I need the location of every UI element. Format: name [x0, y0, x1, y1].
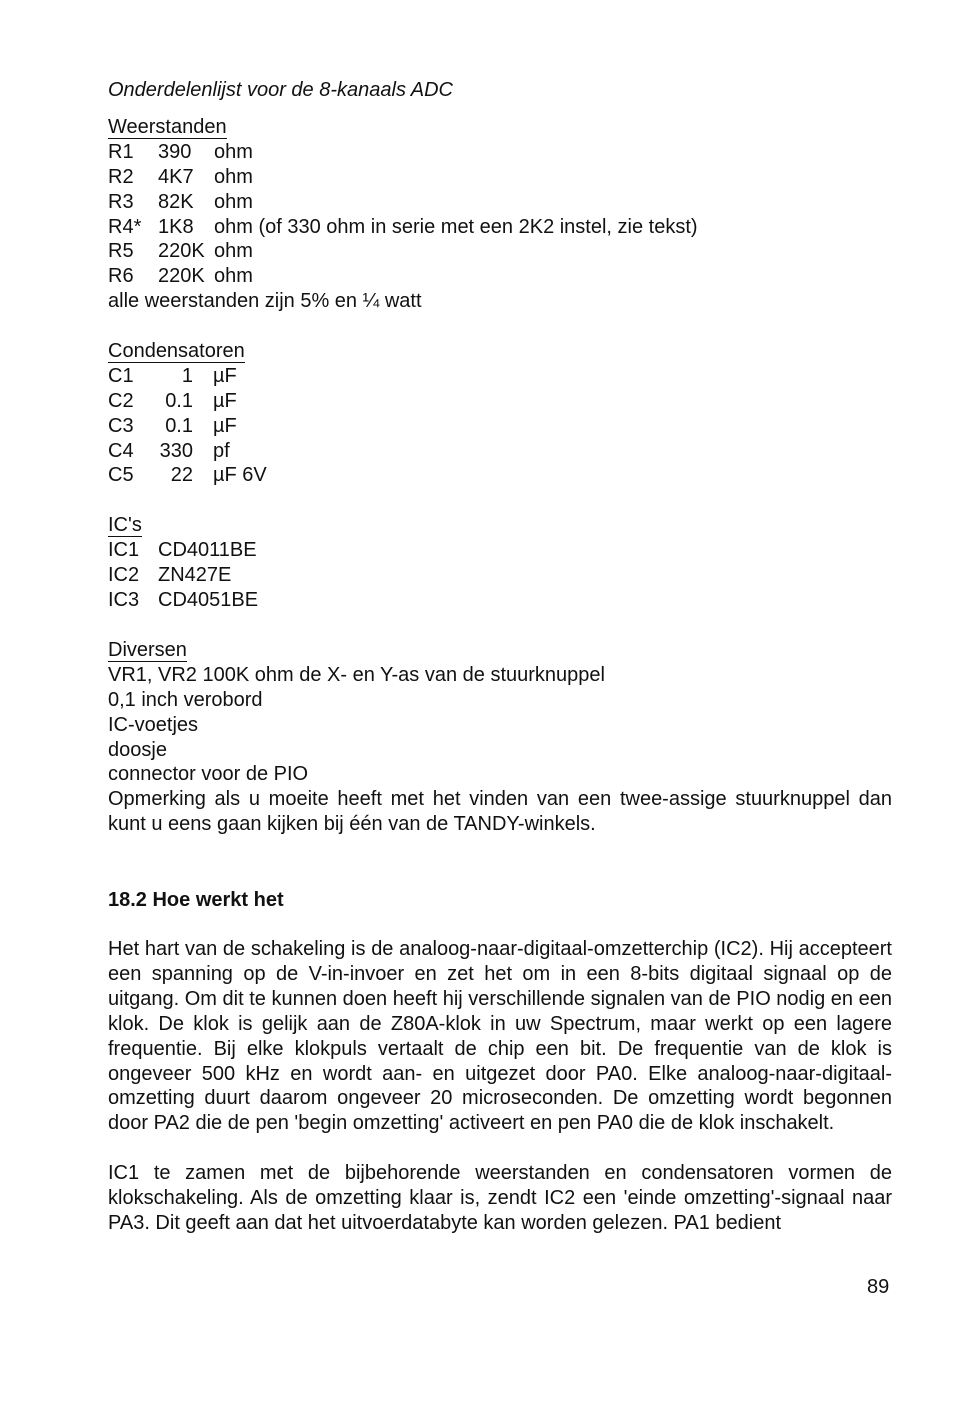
ic-row: IC2 ZN427E	[108, 563, 232, 586]
resistor-row: R5 220K ohm	[108, 240, 253, 263]
parts-list-title: Onderdelenlijst voor de 8-kanaals ADC	[108, 79, 453, 101]
resistor-row: R3 82K ohm	[108, 190, 253, 213]
ic-row: IC3 CD4051BE	[108, 588, 259, 611]
resistors-section	[108, 115, 698, 314]
ics-header: IC's	[108, 514, 142, 536]
misc-line: connector voor de PIO	[108, 763, 309, 786]
section-heading: 18.2 Hoe werkt het	[108, 889, 284, 911]
capacitors-header: Condensatoren	[108, 340, 245, 362]
capacitor-row: C2 0.1 µF	[108, 389, 237, 412]
capacitor-row: C4 330 pf	[108, 439, 230, 462]
capacitor-row: C1 1 µF	[108, 364, 237, 387]
misc-section	[108, 638, 892, 837]
resistor-row: R2 4K7 ohm	[108, 165, 253, 188]
ics-section	[108, 513, 258, 613]
misc-line: VR1, VR2 100K ohm de X- en Y-as van de stuurknuppel	[108, 663, 605, 686]
body-paragraph-1: Het hart van de schakeling is de analoog-naar-digitaal-omzetterchip (IC2). Hij accepteert een spanning op de V-in-invoer en zet het om in een 8-bits digitaal signaal op de uitgang. Om dit te kunnen doen heeft hij verschillende signalen van de PIO nodig en een klok. De klok is gelijk aan de Z80A-klok in uw Spectrum, maar werkt op een lagere frequentie. Bij elke klokpuls vertaalt de chip een bit. De frequentie van de klok is ongeveer 500 kHz en wordt aan- en uitgezet door PA0. Elke analoog-naar-digitaal-omzetting duurt daarom ongeveer 20 microseconden. De omzetting wordt begonnen door PA2 die de pen 'begin omzetting' activeert en pen PA0 die de klok inschakelt.	[108, 938, 892, 1135]
misc-line: IC-voetjes	[108, 713, 199, 736]
misc-header: Diversen	[108, 639, 187, 661]
body-paragraph-2: IC1 te zamen met de bijbehorende weerstanden en condensatoren vormen de klokschakeling. Als de omzetting klaar is, zendt IC2 een 'einde omzetting'-signaal naar PA3. Dit geeft aan dat het uitvoerdatabyte kan worden gelezen. PA1 bedient	[108, 1162, 892, 1234]
capacitors-section	[108, 339, 267, 488]
misc-line: doosje	[108, 738, 167, 761]
resistor-row: R4* 1K8 ohm (of 330 ohm in serie met een 2K2 instel, zie tekst)	[108, 215, 698, 238]
resistor-row: R1 390 ohm	[108, 140, 253, 163]
resistor-row: R6 220K ohm	[108, 265, 253, 288]
resistors-footnote: alle weerstanden zijn 5% en ¼ watt	[108, 290, 422, 313]
capacitor-row: C3 0.1 µF	[108, 414, 237, 437]
resistors-header: Weerstanden	[108, 116, 227, 138]
capacitor-row: C5 22 µF 6V	[108, 464, 267, 487]
ic-row: IC1 CD4011BE	[108, 538, 257, 561]
misc-remark: Opmerking als u moeite heeft met het vinden van een twee-assige stuurknuppel dan kunt u eens gaan kijken bij één van de TANDY-winkels.	[108, 788, 892, 836]
page-number: 89	[867, 1276, 890, 1298]
misc-line: 0,1 inch verobord	[108, 688, 263, 711]
